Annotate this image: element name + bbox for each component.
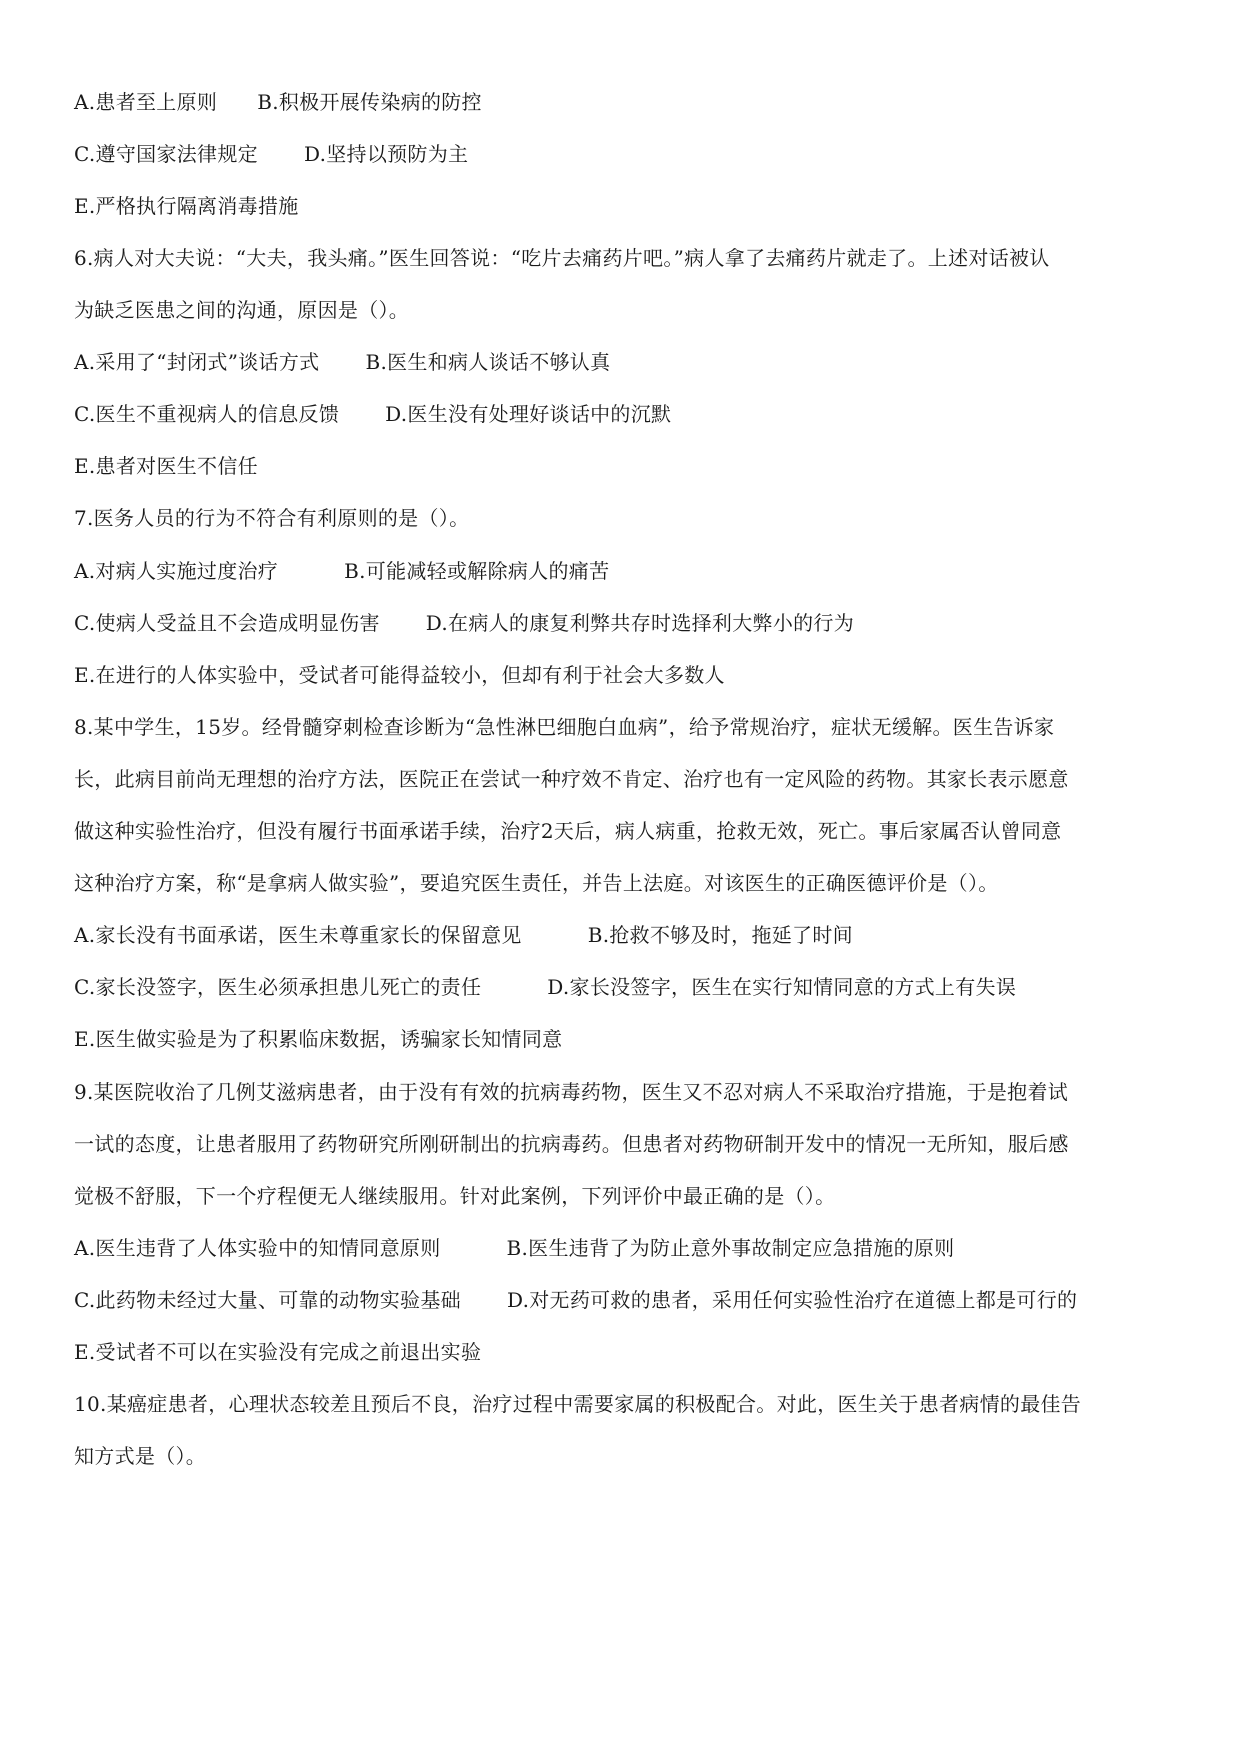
q8-option-c: C.家长没签字，医生必须承担患儿死亡的责任 (74, 975, 482, 999)
q7-options-cd (74, 609, 854, 637)
q7-stem-line-1: 7.医务人员的行为不符合有利原则的是（）。 (74, 506, 470, 530)
q6-stem-line-1: 6.病人对大夫说：“大夫，我头痛。”医生回答说：“吃片去痛药片吧。”病人拿了去痛药片就走了。上述对话被认 (74, 246, 1050, 270)
q9-options-cd (74, 1286, 1077, 1314)
q9-option-c: C.此药物未经过大量、可靠的动物实验基础 (74, 1288, 461, 1312)
q8-options-ab (74, 921, 853, 949)
q6-options-ab (74, 348, 610, 376)
q5-option-b: B.积极开展传染病的防控 (257, 90, 482, 114)
q6-option-e: E.患者对医生不信任 (74, 454, 258, 478)
q9-stem-line-1: 9.某医院收治了几例艾滋病患者，由于没有有效的抗病毒药物，医生又不忍对病人不采取治疗措施，于是抱着试 (74, 1080, 1069, 1104)
q8-option-b: B.抢救不够及时，拖延了时间 (587, 923, 853, 947)
q5-option-a: A.患者至上原则 (74, 90, 218, 114)
q9-option-e: E.受试者不可以在实验没有完成之前退出实验 (74, 1340, 482, 1364)
q7-option-c: C.使病人受益且不会造成明显伤害 (74, 611, 380, 635)
q8-option-d: D.家长没签字，医生在实行知情同意的方式上有失误 (547, 975, 1017, 999)
q7-options-ab (74, 557, 609, 585)
q6-option-d: D.医生没有处理好谈话中的沉默 (385, 402, 672, 426)
q7-option-a: A.对病人实施过度治疗 (74, 559, 279, 583)
q8-option-e: E.医生做实验是为了积累临床数据，诱骗家长知情同意 (74, 1027, 563, 1051)
q9-stem-line-2: 一试的态度，让患者服用了药物研究所刚研制出的抗病毒药。但患者对药物研制开发中的情况一无所知，服后感 (74, 1132, 1069, 1156)
q9-option-d: D.对无药可救的患者，采用任何实验性治疗在道德上都是可行的 (506, 1288, 1078, 1312)
q6-option-a: A.采用了“封闭式”谈话方式 (74, 350, 320, 374)
q9-options-ab (74, 1234, 954, 1262)
q5-options-ab (74, 88, 482, 116)
q8-options-cd (74, 973, 1016, 1001)
q10-stem-line-2: 知方式是（）。 (74, 1444, 207, 1468)
q8-stem-line-1: 8.某中学生，15岁。经骨髓穿刺检查诊断为“急性淋巴细胞白血病”，给予常规治疗，症状无缓解。医生告诉家 (74, 715, 1055, 739)
q10-stem-line-1: 10.某癌症患者，心理状态较差且预后不良，治疗过程中需要家属的积极配合。对此，医生关于患者病情的最佳告 (74, 1392, 1082, 1416)
q7-option-e: E.在进行的人体实验中，受试者可能得益较小，但却有利于社会大多数人 (74, 663, 725, 687)
q8-stem-line-3: 做这种实验性治疗，但没有履行书面承诺手续，治疗2天后，病人病重，抢救无效，死亡。事后家属否认曾同意 (74, 819, 1062, 843)
q5-options-cd (74, 140, 468, 168)
q8-stem-line-2: 长，此病目前尚无理想的治疗方法，医院正在尝试一种疗效不肯定、治疗也有一定风险的药物。其家长表示愿意 (74, 767, 1069, 791)
q7-option-b: B.可能减轻或解除病人的痛苦 (344, 559, 610, 583)
q5-option-e: E.严格执行隔离消毒措施 (74, 194, 299, 218)
q5-option-d: D.坚持以预防为主 (303, 142, 469, 166)
q6-option-c: C.医生不重视病人的信息反馈 (74, 402, 340, 426)
q9-option-a: A.医生违背了人体实验中的知情同意原则 (74, 1236, 441, 1260)
q9-stem-line-3: 觉极不舒服，下一个疗程便无人继续服用。针对此案例，下列评价中最正确的是（）。 (74, 1184, 836, 1208)
q8-option-a: A.家长没有书面承诺，医生未尊重家长的保留意见 (74, 923, 522, 947)
q6-option-b: B.医生和病人谈话不够认真 (365, 350, 611, 374)
q6-stem-line-2: 为缺乏医患之间的沟通，原因是（）。 (74, 298, 410, 322)
q8-stem-line-4: 这种治疗方案，称“是拿病人做实验”，要追究医生责任，并告上法庭。对该医生的正确医德评价是（）。 (74, 871, 999, 895)
q6-options-cd (74, 400, 671, 428)
q9-option-b: B.医生违背了为防止意外事故制定应急措施的原则 (506, 1236, 955, 1260)
q7-option-d: D.在病人的康复利弊共存时选择利大弊小的行为 (425, 611, 855, 635)
q5-option-c: C.遵守国家法律规定 (74, 142, 258, 166)
